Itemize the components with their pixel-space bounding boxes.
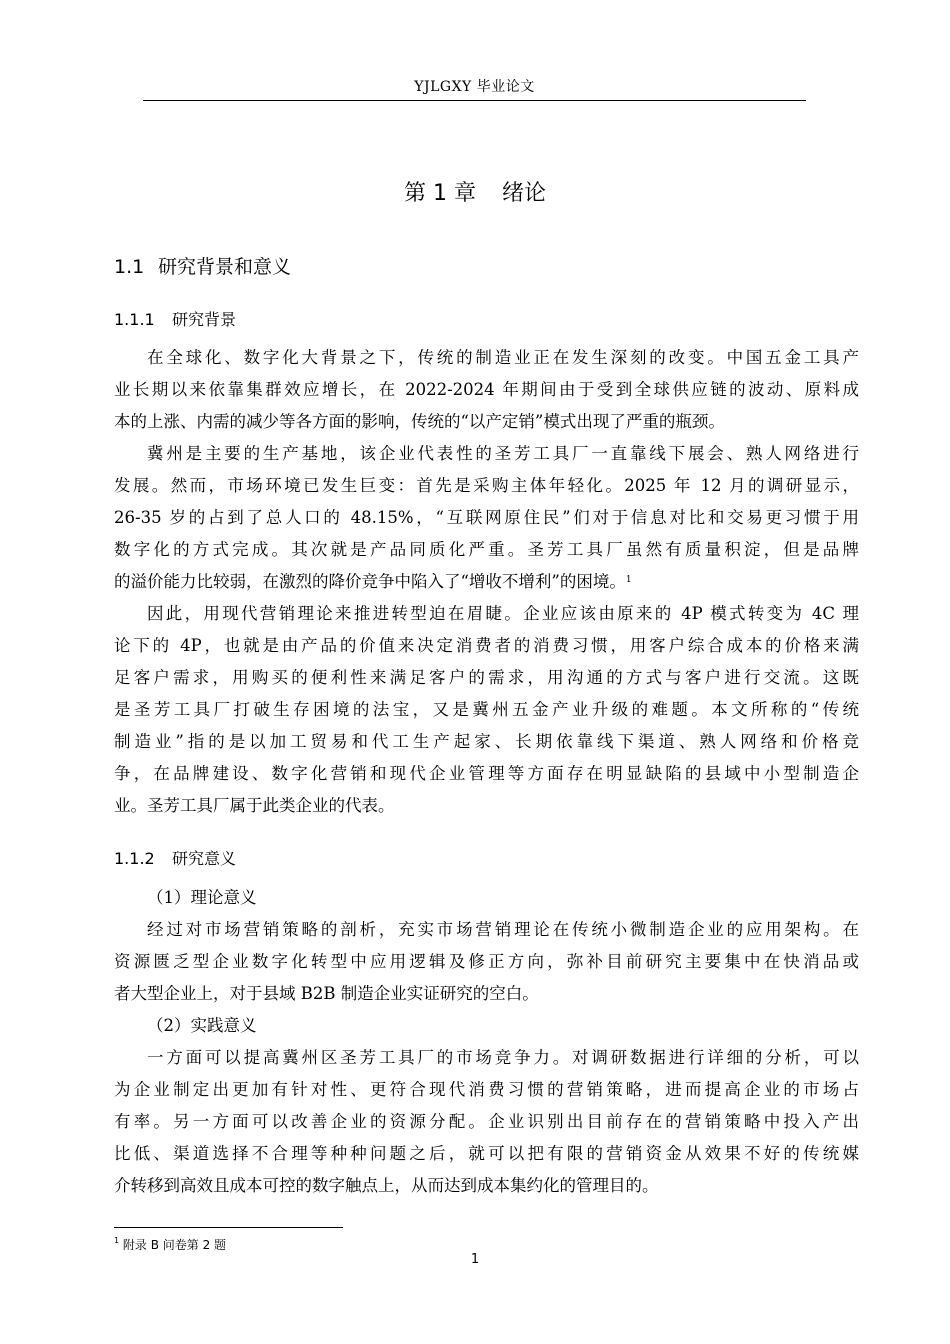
footnote-rule bbox=[114, 1227, 343, 1228]
paragraph-line: 数字化的方式完成。其次就是产品同质化严重。圣芳工具厂虽然有质量积淀，但是品牌 bbox=[114, 540, 859, 559]
running-header: YJLGXY 毕业论文 bbox=[414, 79, 535, 95]
paragraph-line: 有率。另一方面可以改善企业的资源分配。企业识别出目前存在的营销策略中投入产出 bbox=[114, 1112, 859, 1131]
section-title: 研究意义 bbox=[172, 849, 237, 868]
paragraph-line: 业长期以来依靠集群效应增长，在 2022-2024 年期间由于受到全球供应链的波动、原料成 bbox=[114, 380, 859, 399]
page-number: 1 bbox=[470, 1252, 480, 1267]
paragraph-line: 制造业”指的是以加工贸易和代工生产起家、长期依靠线下渠道、熟人网络和价格竞 bbox=[114, 732, 859, 751]
paragraph-line-with-footnote bbox=[114, 566, 859, 598]
paragraph-line: 资源匮乏型企业数字化转型中应用逻辑及修正方向，弥补目前研究主要集中在快消品或 bbox=[114, 952, 859, 971]
chapter-name: 绪论 bbox=[501, 181, 546, 206]
subheading-theory: （1）理论意义 bbox=[147, 888, 257, 907]
section-heading-1-1-2 bbox=[114, 846, 236, 869]
chapter-number: 第 1 章 bbox=[404, 181, 476, 206]
paragraph-line: 论下的 4P，也就是由产品的价值来决定消费者的消费习惯，用客户综合成本的价格来满 bbox=[114, 636, 859, 655]
paragraph-line: 比低、渠道选择不合理等种种问题之后，就可以把有限的营销资金从效果不好的传统媒 bbox=[114, 1144, 859, 1163]
paragraph-line: 者大型企业上，对于县域 B2B 制造企业实证研究的空白。 bbox=[114, 984, 539, 1003]
paragraph-line: 在全球化、数字化大背景之下，传统的制造业正在发生深刻的改变。中国五金工具产 bbox=[147, 348, 859, 367]
header-rule bbox=[143, 100, 806, 101]
section-heading-1-1-1 bbox=[114, 307, 236, 330]
chapter-title bbox=[0, 176, 950, 207]
section-number: 1.1.1 bbox=[114, 310, 155, 329]
footnote bbox=[114, 1236, 226, 1253]
section-title: 研究背景 bbox=[172, 310, 237, 329]
paragraph-line: 是圣芳工具厂打破生存困境的法宝，又是冀州五金产业升级的难题。本文所称的“传统 bbox=[114, 700, 859, 719]
background-paragraphs bbox=[114, 342, 859, 822]
paragraph-line: 本的上涨、内需的减少等各方面的影响，传统的“以产定销”模式出现了严重的瓶颈。 bbox=[114, 412, 725, 431]
section-heading-1-1 bbox=[114, 252, 291, 279]
paragraph-line: 为企业制定出更加有针对性、更符合现代消费习惯的营销策略，进而提高企业的市场占 bbox=[114, 1080, 859, 1099]
section-number: 1.1.2 bbox=[114, 849, 155, 868]
footnote-text: 附录 B 问卷第 2 题 bbox=[122, 1238, 227, 1252]
paragraph-line: 冀州是主要的生产基地，该企业代表性的圣芳工具厂一直靠线下展会、熟人网络进行 bbox=[147, 444, 859, 463]
significance-paragraphs bbox=[114, 882, 859, 1202]
section-title: 研究背景和意义 bbox=[158, 256, 292, 278]
footnote-marker: 1 bbox=[114, 1236, 120, 1245]
paragraph-line: 一方面可以提高冀州区圣芳工具厂的市场竞争力。对调研数据进行详细的分析，可以 bbox=[147, 1048, 859, 1067]
footnote-reference[interactable]: 1 bbox=[625, 575, 632, 585]
paragraph-line: 26-35 岁的占到了总人口的 48.15%，“互联网原住民”们对于信息对比和交易更习惯于用 bbox=[114, 508, 859, 527]
paragraph-line: 介转移到高效且成本可控的数字触点上，从而达到成本集约化的管理目的。 bbox=[114, 1176, 659, 1195]
subheading-practice: （2）实践意义 bbox=[147, 1016, 257, 1035]
paragraph-line-text: 的溢价能力比较弱，在激烈的降价竞争中陷入了“增收不增利”的困境。 bbox=[114, 572, 626, 591]
paragraph-line: 经过对市场营销策略的剖析，充实市场营销理论在传统小微制造企业的应用架构。在 bbox=[147, 920, 859, 939]
paragraph-line: 因此，用现代营销理论来推进转型迫在眉睫。企业应该由原来的 4P 模式转变为 4C 理 bbox=[147, 604, 859, 623]
paragraph-line: 争，在品牌建设、数字化营销和现代企业管理等方面存在明显缺陷的县域中小型制造企 bbox=[114, 764, 859, 783]
paragraph-line: 足客户需求，用购买的便利性来满足客户的需求，用沟通的方式与客户进行交流。这既 bbox=[114, 668, 859, 687]
section-number: 1.1 bbox=[114, 256, 145, 278]
paragraph-line: 业。圣芳工具厂属于此类企业的代表。 bbox=[114, 796, 395, 815]
paragraph-line: 发展。然而，市场环境已发生巨变：首先是采购主体年轻化。2025 年 12 月的调研显示， bbox=[114, 476, 859, 495]
